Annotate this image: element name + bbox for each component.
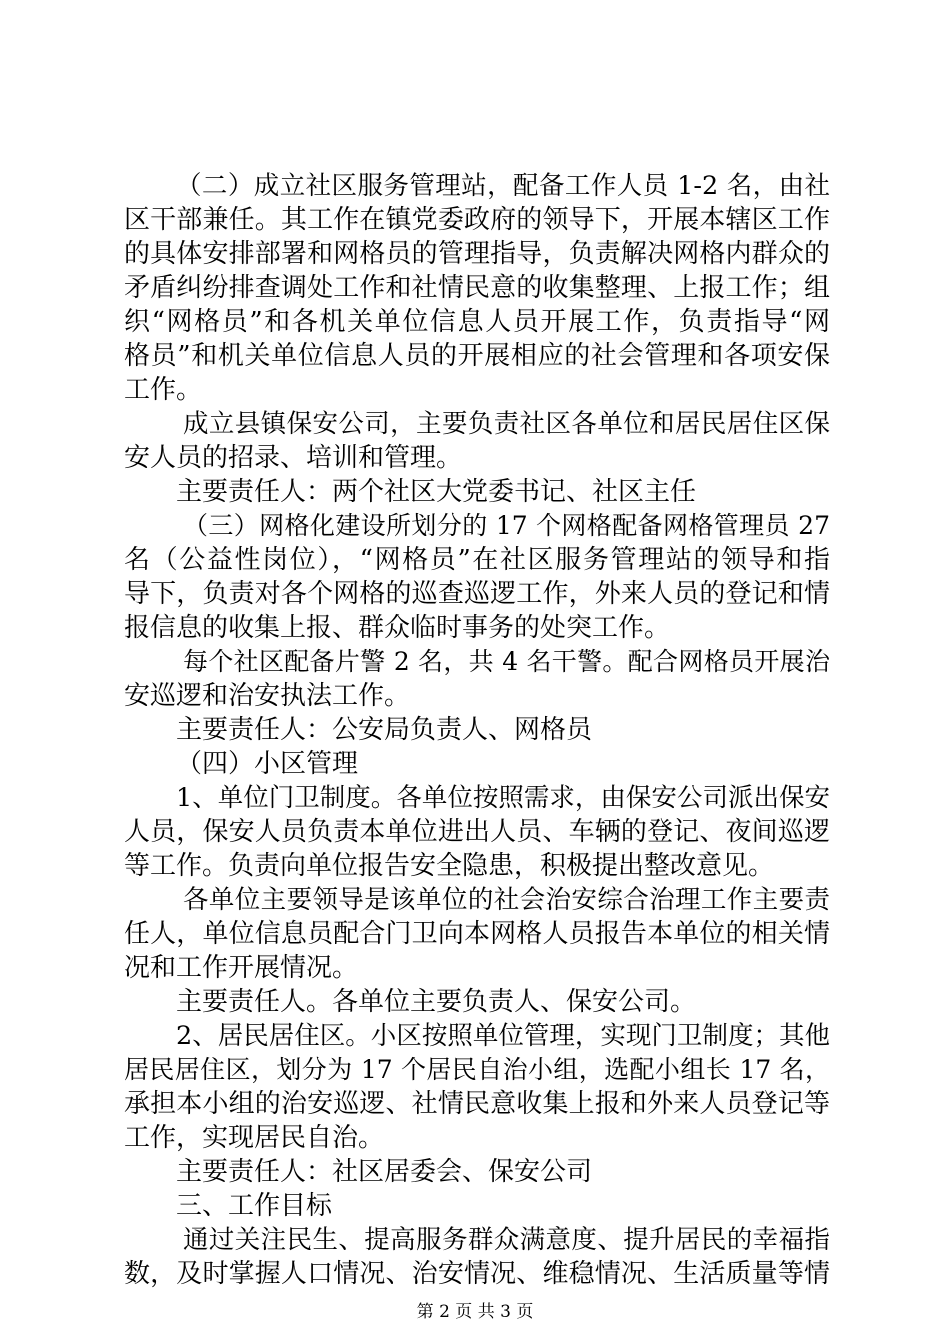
text-line: 况和工作开展情况。 — [124, 953, 359, 983]
text-line: 任人，单位信息员配合门卫向本网格人员报告本单位的相关情 — [124, 919, 830, 949]
text-line: 主要责任人：公安局负责人、网格员 — [176, 715, 593, 745]
text-line: 名（公益性岗位），“网格员”在社区服务管理站的领导和指 — [124, 545, 830, 575]
text-line: 居民居住区，划分为 17 个居民自治小组，选配小组长 17 名， — [124, 1055, 830, 1084]
text-line: （三）网格化建设所划分的 17 个网格配备网格管理员 27 — [183, 511, 830, 540]
text-line: 每个社区配备片警 2 名，共 4 名干警。配合网格员开展治 — [183, 647, 830, 676]
text-line: 区干部兼任。其工作在镇党委政府的领导下，开展本辖区工作 — [124, 205, 830, 235]
section-heading: 三、工作目标 — [176, 1191, 333, 1221]
text-line: 格员”和机关单位信息人员的开展相应的社会管理和各项安保 — [124, 341, 830, 371]
text-line: 安巡逻和治安执法工作。 — [124, 681, 411, 711]
text-line: 承担本小组的治安巡逻、社情民意收集上报和外来人员登记等 — [124, 1089, 830, 1119]
text-line: 各单位主要领导是该单位的社会治安综合治理工作主要责 — [183, 885, 830, 915]
text-line: 报信息的收集上报、群众临时事务的处突工作。 — [124, 613, 671, 643]
text-line: 主要责任人：社区居委会、保安公司 — [176, 1157, 593, 1187]
text-line: 1、单位门卫制度。各单位按照需求，由保安公司派出保安 — [176, 783, 830, 813]
text-line: 导下，负责对各个网格的巡查巡逻工作，外来人员的登记和情 — [124, 579, 830, 609]
text-line: 工作。 — [124, 375, 203, 405]
text-line: 2、居民居住区。小区按照单位管理，实现门卫制度；其他 — [176, 1021, 830, 1051]
text-line: 等工作。负责向单位报告安全隐患，积极提出整改意见。 — [124, 851, 775, 881]
text-line: 工作，实现居民自治。 — [124, 1123, 385, 1153]
section-heading: （四）小区管理 — [176, 749, 359, 779]
text-line: 矛盾纠纷排查调处工作和社情民意的收集整理、上报工作；组 — [124, 273, 830, 303]
text-line: （二）成立社区服务管理站，配备工作人员 1-2 名，由社 — [176, 171, 830, 201]
text-line: 织“网格员”和各机关单位信息人员开展工作，负责指导“网 — [124, 307, 830, 337]
text-line: 数，及时掌握人口情况、治安情况、维稳情况、生活质量等情 — [124, 1259, 830, 1289]
text-line: 安人员的招录、培训和管理。 — [124, 443, 463, 473]
text-line: 主要责任人：两个社区大党委书记、社区主任 — [176, 477, 697, 507]
text-line: 人员，保安人员负责本单位进出人员、车辆的登记、夜间巡逻 — [124, 817, 830, 847]
text-line: 的具体安排部署和网格员的管理指导，负责解决网格内群众的 — [124, 239, 830, 269]
page-footer: 第 2 页 共 3 页 — [416, 1302, 534, 1322]
text-line: 通过关注民生、提高服务群众满意度、提升居民的幸福指 — [183, 1225, 830, 1255]
text-line: 成立县镇保安公司，主要负责社区各单位和居民居住区保 — [183, 409, 830, 439]
text-line: 主要责任人。各单位主要负责人、保安公司。 — [176, 987, 697, 1017]
